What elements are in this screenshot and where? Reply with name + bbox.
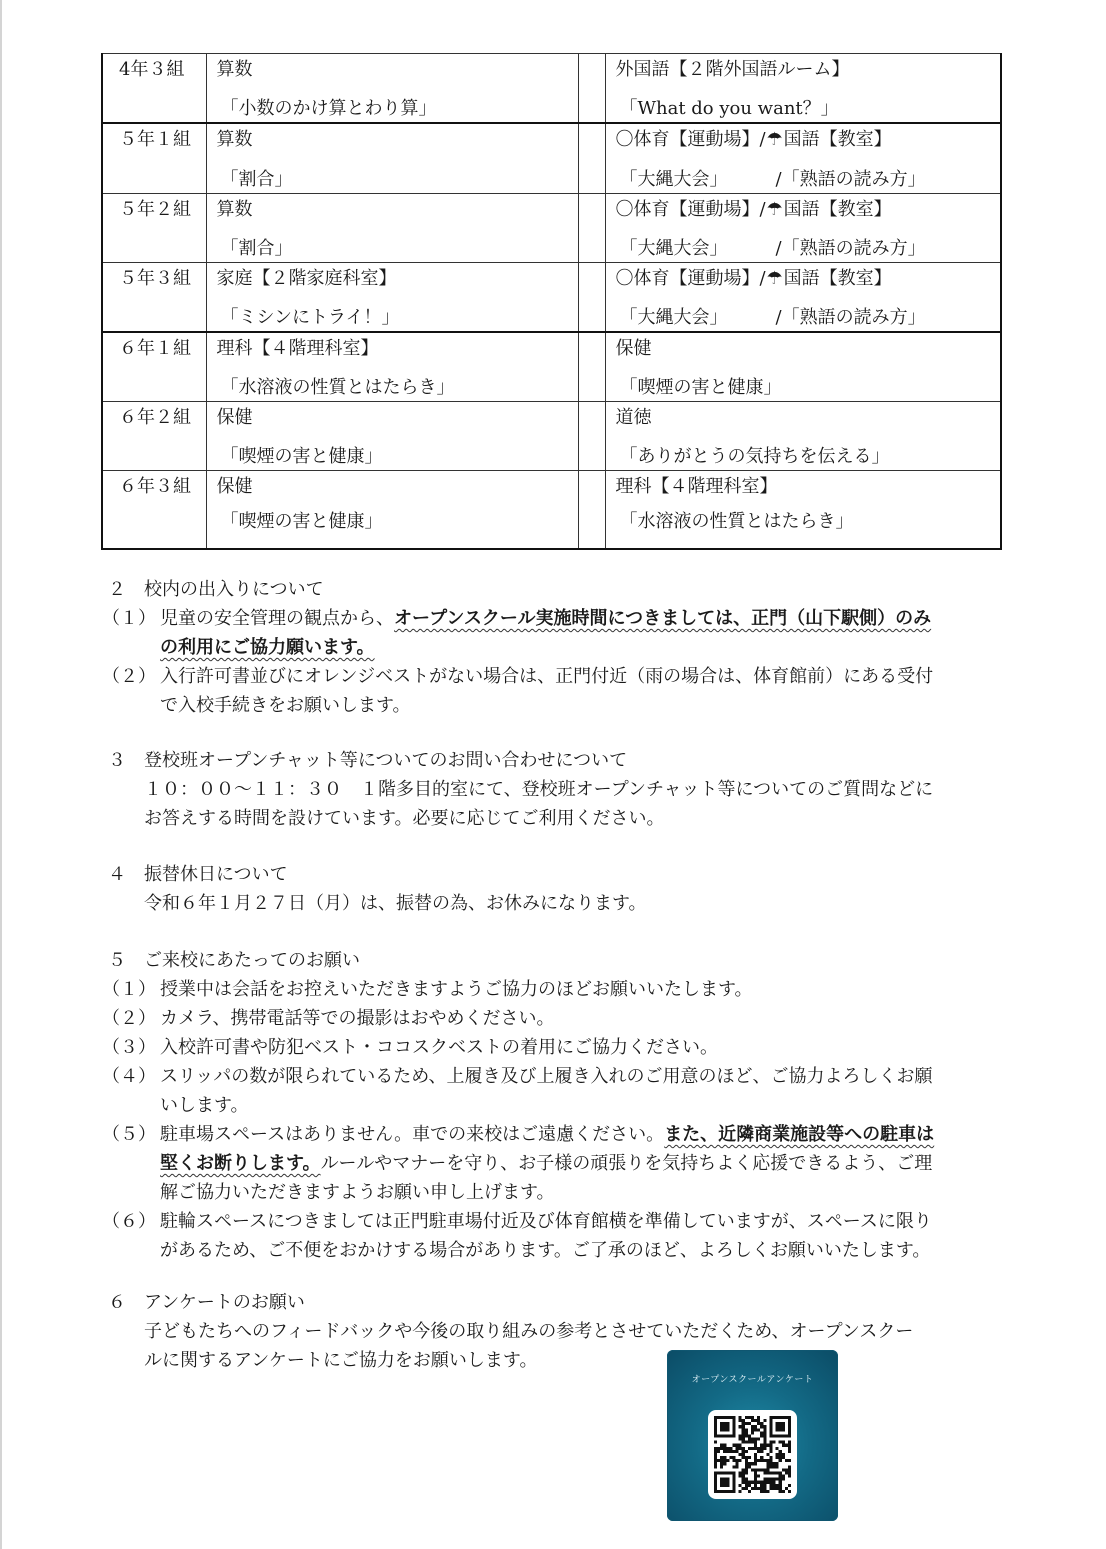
left-topic: 「割合」 <box>220 237 293 259</box>
survey-qr-card[interactable] <box>667 1350 838 1521</box>
left-subject: 保健 <box>216 476 253 497</box>
highlighted-notice: また、近隣商業施設等への駐車は <box>664 1124 935 1145</box>
section-substitute-holiday <box>108 860 1008 918</box>
right-subject-pair: 〇体育【運動場】/☂国語【教室】 <box>616 195 993 221</box>
qr-card-title: オープンスクールアンケート <box>691 1375 814 1385</box>
left-topic: 「喫煙の害と健康」 <box>220 511 383 532</box>
right-topic: 「What do you want？」 <box>619 98 839 119</box>
class-name: 4年３組 <box>119 59 185 80</box>
left-subject: 家庭【２階家庭科室】 <box>216 267 397 289</box>
class-schedule-table <box>101 53 1002 550</box>
section-text: お答えする時間を設けています。必要に応じてご利用ください。 <box>144 808 665 829</box>
qr-code-icon[interactable] <box>708 1410 797 1499</box>
column-gap <box>578 123 605 193</box>
page-edge <box>0 0 2 1549</box>
right-topic-rain: 「熟語の読み方」 <box>781 306 926 328</box>
table-row <box>102 123 1001 193</box>
class-name: ６年３組 <box>119 476 191 497</box>
right-topic-pair: 「大縄大会」 /「熟語の読み方」 <box>619 237 926 259</box>
list-item: （３） 入校許可書や防犯ベスト・ココスクベストの着用にご協力ください。 <box>102 1037 718 1058</box>
left-subject: 保健 <box>216 407 253 428</box>
section-heading: ６ アンケートのお願い <box>108 1292 305 1313</box>
list-item: （５） 駐車場スペースはありません。車での来校はご遠慮ください。また、近隣商業施設等への駐車は 堅くお断りします。ルールやマナーを守り、お子様の頑張りを気持ちよく応援できるよう、ご理 解ご協力いただきますようお願い申し上げます。 <box>102 1124 935 1203</box>
umbrella-icon: ☂ <box>766 267 783 289</box>
column-gap <box>578 471 605 549</box>
right-subject: 理科【４階理科室】 <box>615 476 778 497</box>
sunny-circle-icon: 〇 <box>615 129 634 150</box>
column-gap <box>578 332 605 402</box>
left-subject: 理科【４階理科室】 <box>216 337 379 359</box>
qr-code-graphic <box>714 1416 791 1493</box>
section-text: １０：００～１１：３０ １階多目的室にて、登校班オープンチャット等についてのご質問などに <box>144 779 934 800</box>
left-topic: 「水溶液の性質とはたらき」 <box>220 377 455 398</box>
section-heading: ３ 登校班オープンチャット等についてのお問い合わせについて <box>108 750 628 771</box>
right-topic-pair: 「大縄大会」 /「熟語の読み方」 <box>619 168 926 190</box>
right-topic-fine: 「大縄大会」 <box>619 237 728 259</box>
umbrella-icon: ☂ <box>766 129 783 150</box>
table-row <box>102 54 1001 124</box>
section-text: ルに関するアンケートにご協力をお願いします。 <box>144 1350 538 1371</box>
table-row <box>102 402 1001 471</box>
table-row <box>102 471 1001 549</box>
right-subject-pair: 〇体育【運動場】/☂国語【教室】 <box>616 264 993 290</box>
right-topic-fine: 「大縄大会」 <box>619 168 728 190</box>
sunny-circle-icon: 〇 <box>615 267 634 289</box>
left-subject: 算数 <box>216 129 253 150</box>
list-item: （１） 児童の安全管理の観点から、オープンスクール実施時間につきましては、正門（山下駅側）のみ の利用にご協力願います。 <box>102 608 932 658</box>
right-topic-rain: 「熟語の読み方」 <box>781 237 926 259</box>
right-subject: 保健 <box>615 337 652 359</box>
right-subject-rain: 国語【教室】 <box>783 198 892 220</box>
right-topic: 「水溶液の性質とはたらき」 <box>619 511 854 532</box>
highlighted-notice: 堅くお断りします。 <box>160 1153 321 1174</box>
right-topic-rain: 「熟語の読み方」 <box>781 168 926 190</box>
section-text: 子どもたちへのフィードバックや今後の取り組みの参考とさせていただくため、オープンスクー <box>144 1321 914 1342</box>
list-item: （１） 授業中は会話をお控えいただきますようご協力のほどお願いいたします。 <box>102 979 753 1000</box>
section-text: 令和６年１月２７日（月）は、振替の為、お休みになります。 <box>144 893 647 914</box>
section-visitor-requests <box>102 946 1008 1265</box>
table-row <box>102 262 1001 332</box>
highlighted-notice: オープンスクール実施時間につきましては、正門（山下駅側）のみ <box>394 608 932 629</box>
right-topic: 「喫煙の害と健康」 <box>619 377 782 398</box>
section-open-chat-inquiry <box>108 746 1008 833</box>
right-subject-rain: 国語【教室】 <box>783 129 892 150</box>
left-subject: 算数 <box>216 59 253 80</box>
sunny-circle-icon: 〇 <box>615 198 634 220</box>
umbrella-icon: ☂ <box>766 198 783 220</box>
right-subject: 外国語【２階外国語ルーム】 <box>615 59 850 80</box>
list-item: （２） カメラ、携帯電話等での撮影はおやめください。 <box>102 1008 555 1029</box>
highlighted-notice: の利用にご協力願います。 <box>160 637 375 658</box>
list-item: （６） 駐輪スペースにつきましては正門駐車場付近及び体育館横を準備していますが、スペースに限り があるため、ご不便をおかけする場合があります。ご了承のほど、よろしくお願いいたします。 <box>102 1211 932 1261</box>
section-entry-exit <box>102 575 1008 720</box>
right-subject-fine: 体育【運動場】 <box>633 198 760 220</box>
left-subject: 算数 <box>216 198 253 220</box>
column-gap <box>578 193 605 262</box>
column-gap <box>578 402 605 471</box>
right-subject: 道徳 <box>615 407 652 428</box>
section-survey <box>108 1288 1008 1375</box>
class-name: ５年２組 <box>119 198 191 220</box>
right-subject-pair: 〇体育【運動場】/☂国語【教室】 <box>616 125 993 151</box>
class-name: ６年１組 <box>119 337 191 359</box>
left-topic: 「割合」 <box>220 168 293 190</box>
list-item: （４） スリッパの数が限られているため、上履き及び上履き入れのご用意のほど、ご協力よろしくお願 いします。 <box>102 1066 933 1116</box>
class-name: ６年２組 <box>119 407 191 428</box>
table-row <box>102 193 1001 262</box>
right-subject-fine: 体育【運動場】 <box>633 267 760 289</box>
table-row <box>102 332 1001 402</box>
class-name: ５年１組 <box>119 129 191 150</box>
class-name: ５年３組 <box>119 267 191 289</box>
right-topic-pair: 「大縄大会」 /「熟語の読み方」 <box>619 306 926 328</box>
column-gap <box>578 262 605 332</box>
section-heading: ４ 振替休日について <box>108 864 288 885</box>
section-heading: ５ ご来校にあたってのお願い <box>108 950 360 971</box>
right-topic: 「ありがとうの気持ちを伝える」 <box>619 446 890 467</box>
left-topic: 「小数のかけ算とわり算」 <box>220 98 437 119</box>
left-topic: 「ミシンにトライ！」 <box>220 306 400 328</box>
right-topic-fine: 「大縄大会」 <box>619 306 728 328</box>
left-topic: 「喫煙の害と健康」 <box>220 446 383 467</box>
list-item: （２） 入行許可書並びにオレンジベストがない場合は、正門付近（雨の場合は、体育館前）にある受付 で入校手続きをお願いします。 <box>102 666 934 716</box>
section-heading: ２ 校内の出入りについて <box>108 579 324 600</box>
column-gap <box>578 54 605 124</box>
right-subject-fine: 体育【運動場】 <box>633 129 760 150</box>
right-subject-rain: 国語【教室】 <box>783 267 892 289</box>
